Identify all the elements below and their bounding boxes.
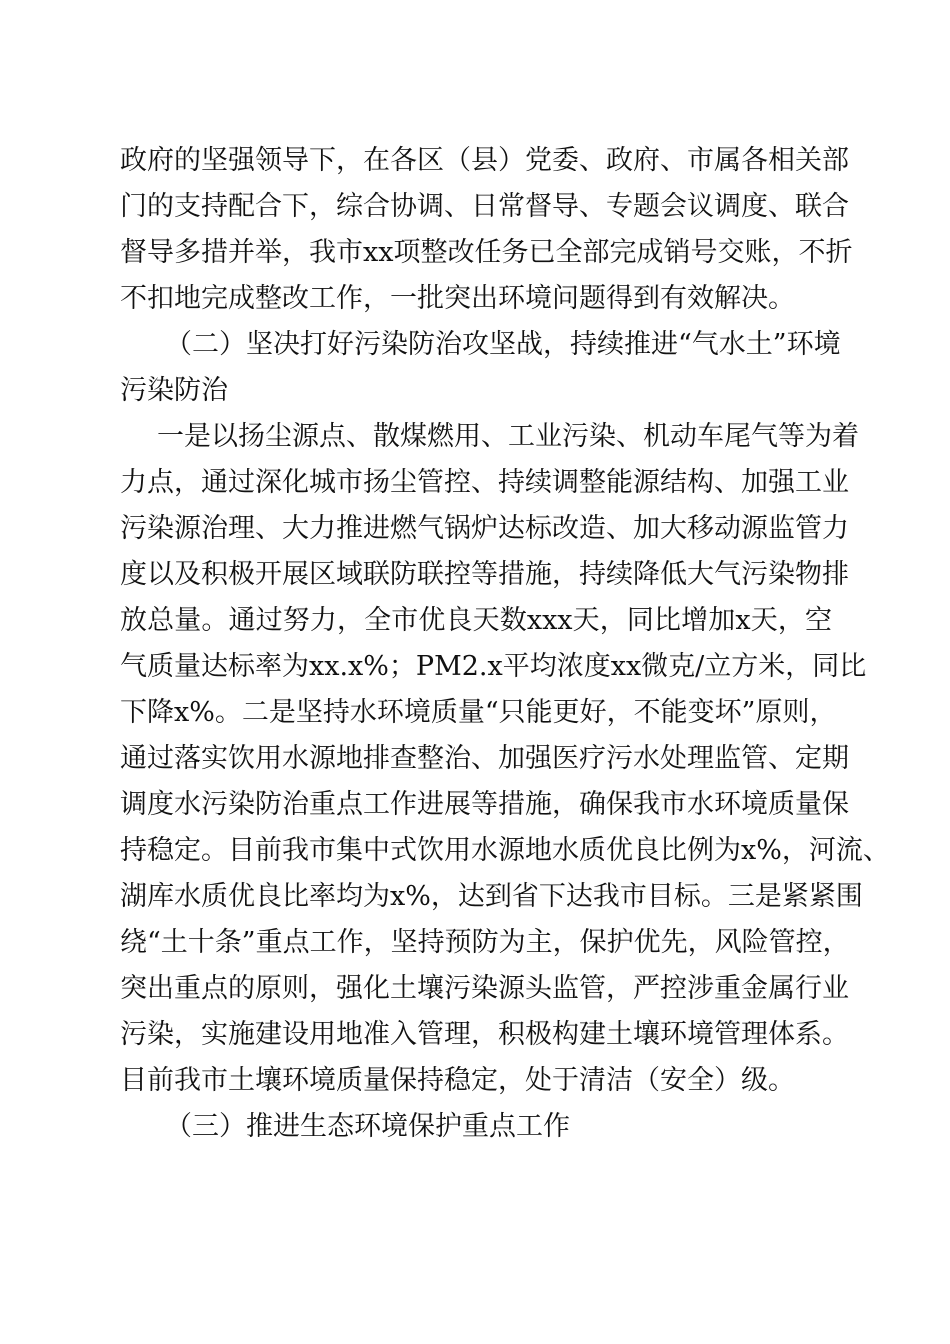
paragraph-line: 一是以扬尘源点、散煤燃用、工业污染、机动车尾气等为着 [157,421,859,452]
paragraph-line: 湖库水质优良比率均为x%，达到省下达我市目标。三是紧紧围 [120,881,863,912]
paragraph-line: 门的支持配合下，综合协调、日常督导、专题会议调度、联合 [120,191,849,222]
paragraph-line: 污染，实施建设用地准入管理，积极构建土壤环境管理体系。 [120,1019,849,1050]
paragraph-line: 通过落实饮用水源地排查整治、加强医疗污水处理监管、定期 [120,743,849,774]
paragraph-line: 度以及积极开展区域联防联控等措施，持续降低大气污染物排 [120,559,849,590]
paragraph-line: 不扣地完成整改工作，一批突出环境问题得到有效解决。 [120,283,795,314]
paragraph-line: 放总量。通过努力，全市优良天数xxx天，同比增加x天，空 [120,605,832,636]
paragraph-line: 力点，通过深化城市扬尘管控、持续调整能源结构、加强工业 [120,467,849,498]
paragraph-line: 政府的坚强领导下，在各区（县）党委、政府、市属各相关部 [120,145,849,176]
paragraph-line: 突出重点的原则，强化土壤污染源头监管，严控涉重金属行业 [120,973,849,1004]
section-heading-3: （三）推进生态环境保护重点工作 [165,1111,570,1142]
paragraph-line: 气质量达标率为xx.x%；PM2.x平均浓度xx微克/立方米，同比 [120,651,867,682]
paragraph-line: 督导多措并举，我市xx项整改任务已全部完成销号交账，不折 [120,237,853,268]
paragraph-line: 目前我市土壤环境质量保持稳定，处于清洁（安全）级。 [120,1065,795,1096]
paragraph-line: 调度水污染防治重点工作进展等措施，确保我市水环境质量保 [120,789,849,820]
paragraph-line: 下降x%。二是坚持水环境质量“只能更好，不能变坏”原则， [120,697,837,728]
paragraph-line: 持稳定。目前我市集中式饮用水源地水质优良比例为x%，河流、 [120,835,890,866]
section-heading-2: （二）坚决打好污染防治攻坚战，持续推进“气水土”环境 [165,329,841,360]
paragraph-line: 污染源治理、大力推进燃气锅炉达标改造、加大移动源监管力 [120,513,849,544]
section-heading-2-continued: 污染防治 [120,375,228,406]
paragraph-line: 绕“土十条”重点工作，坚持预防为主，保护优先，风险管控， [120,927,850,958]
